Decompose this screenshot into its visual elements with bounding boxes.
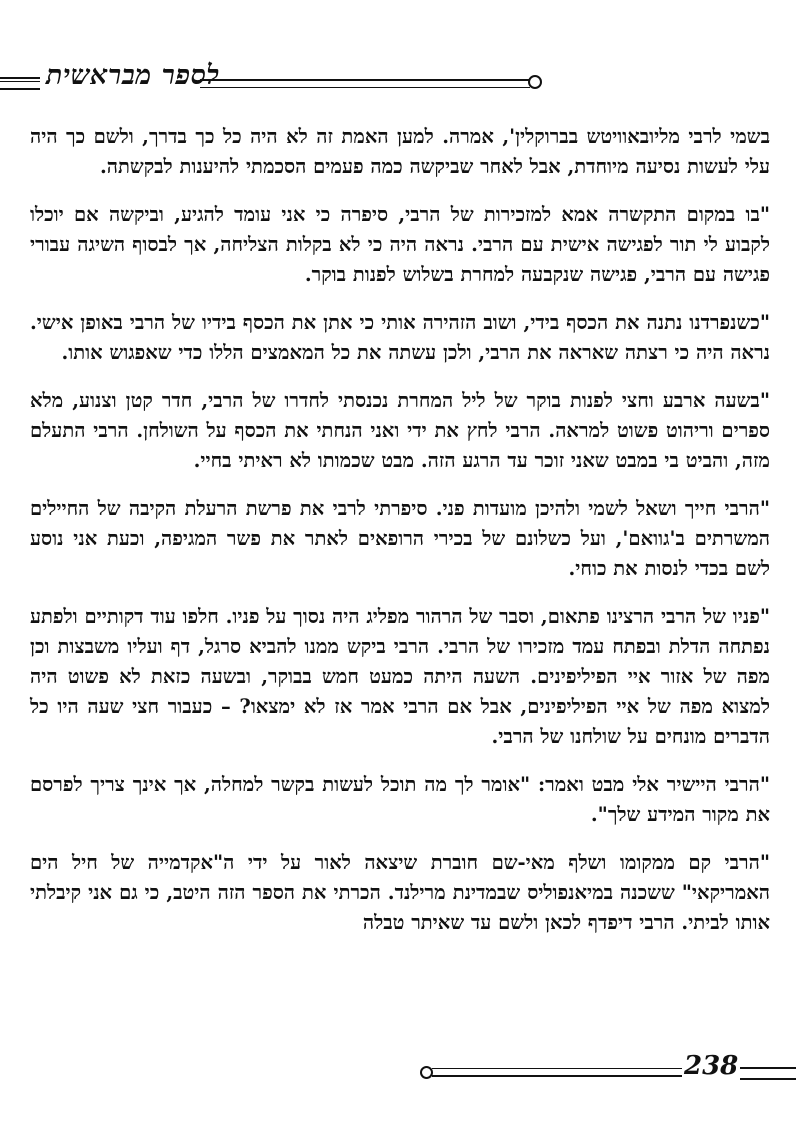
paragraph: "בשעה ארבע וחצי לפנות בוקר של ליל המחרת נכנסתי לחדרו של הרבי, חדר קטן וצנוע, מלא ספרים וריהוט פשוט למראה. הרבי לחץ את ידי ואני הנחתי את הכסף על השולחן. הרבי התעלם מזה, והביט בי במבט שאני זוכר עד הרגע הזה. מבט שכמותו לא ראיתי בחיי.	[30, 389, 770, 472]
page-number: 238	[684, 1051, 739, 1081]
header-rule-right	[200, 79, 530, 88]
header-ornament-circle	[528, 75, 542, 89]
footer-rule-right	[740, 1067, 796, 1080]
paragraph: "הרבי קם ממקומו ושלף מאי-שם חוברת שיצאה לאור על ידי ה"אקדמייה של חיל הים האמריקאי" ששכנה במיאנפוליס שבמדינת מרילנד. הכרתי את הספר הזה היטב, כי גם אני קיבלתי אותו לביתי. הרבי דיפדף לכאן ולשם עד שאיתר טבלה	[30, 851, 770, 934]
paragraph: "הרבי חייך ושאל לשמי ולהיכן מועדות פני. סיפרתי לרבי את פרשת הרעלת הקיבה של החיילים המשרתים ב'גוואם', ועל כשלונם של בכירי הרופאים לאתר את פשר המגיפה, וכעת אני נוסע לשם בכדי לנסות את כוחי.	[30, 497, 770, 580]
footer-rule-left	[432, 1068, 682, 1077]
paragraph: "בו במקום התקשרה אמא למזכירות של הרבי, סיפרה כי אני עומד להגיע, וביקשה אם יוכלו לקבוע לי תור לפגישה אישית עם הרבי. נראה היה כי לא בקלות הצליחה, אך לבסוף השיגה עבורי פגישה עם הרבי, פגישה שנקבעה למחרת בשלוש לפנות בוקר.	[30, 203, 770, 286]
paragraph: "כשנפרדנו נתנה את הכסף בידי, ושוב הזהירה אותי כי אתן את הכסף בידיו של הרבי באופן אישי. נראה היה כי רצתה שאראה את הרבי, ולכן עשתה את כל המאמצים הללו כדי שאפגוש אותו.	[30, 311, 770, 364]
paragraph: "פניו של הרבי הרצינו פתאום, וסבר של הרהור מפליג היה נסוך על פניו. חלפו עוד דקותיים ולפתע נפתחה הדלת ובפתח עמד מזכירו של הרבי. הרבי ביקש ממנו להביא סרגל, דף ועליו משבצות וכן מפה של אזור איי הפיליפינים. השעה היתה כמעט חמש בבוקר, ובשעה כזאת לא פשוט היה למצוא מפה של איי הפיליפינים, אבל אם הרבי אמר אז לא ימצאו? – כעבור חצי שעה היו כל הדברים מונחים על שולחנו של הרבי.	[30, 605, 770, 748]
page-footer	[0, 1050, 800, 1090]
paragraph: בשמי לרבי מליובאוויטש בברוקלין', אמרה. למען האמת זה לא היה כל כך בדרך, ולשם כך היה עלי לעשות נסיעה מיוחדת, אבל לאחר שביקשה כמה פעמים הסכמתי להיענות לבקשתה.	[30, 125, 770, 178]
running-header	[0, 60, 800, 100]
paragraph: "הרבי היישיר אלי מבט ואמר: "אומר לך מה תוכל לעשות בקשר למחלה, אך אינך צריך לפרסם את מקור המידע שלך".	[30, 773, 770, 826]
header-title: לספר מבראשית	[46, 60, 220, 91]
body-text	[30, 122, 770, 956]
header-rule-left	[0, 77, 40, 90]
